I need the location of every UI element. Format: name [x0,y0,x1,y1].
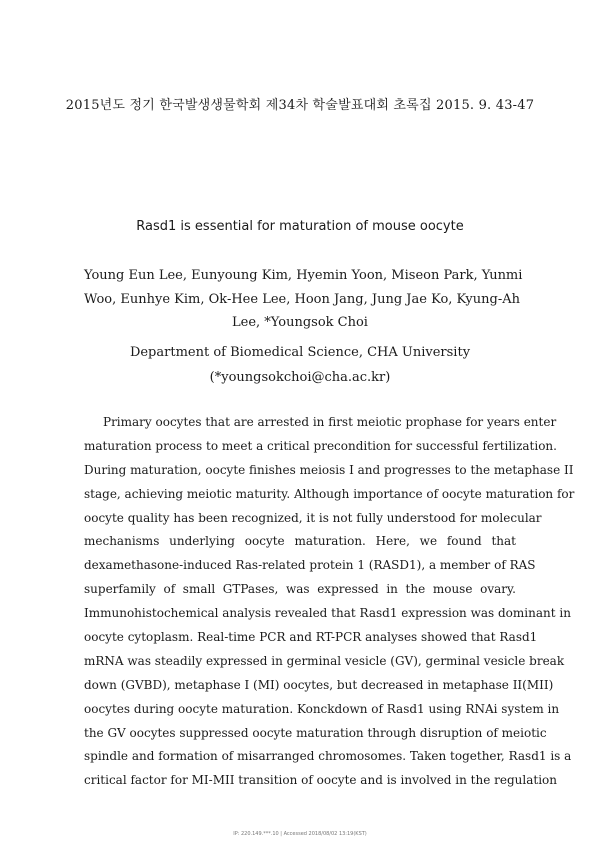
abstract-line: dexamethasone-induced Ras-related protein 1 (RASD1), a member of RAS [84,558,536,573]
corresponding-email: (*youngsokchoi@cha.ac.kr) [209,370,391,385]
abstract-line: maturation process to meet a critical precondition for successful fertilization. [84,438,557,453]
author-line: Young Eun Lee, Eunyoung Kim, Hyemin Yoon, Miseon Park, Yunmi [84,268,523,283]
abstract-line: the GV oocytes suppressed oocyte maturation through disruption of meiotic [84,725,547,740]
abstract-line: oocytes during oocyte maturation. Konckdown of Rasd1 using RNAi system in [84,701,560,716]
abstract-line: Immunohistochemical analysis revealed that Rasd1 expression was dominant in [84,606,571,621]
abstract-line: critical factor for MI-MII transition of oocyte and is involved in the regulation [84,773,557,788]
abstract-line: stage, achieving meiotic maturity. Although importance of oocyte maturation for [84,486,575,501]
abstract-line: spindle and formation of misarranged chromosomes. Taken together, Rasd1 is a [84,749,572,764]
abstract-line: During maturation, oocyte finishes meiosis I and progresses to the metaphase II [84,462,574,477]
abstract-line: Primary oocytes that are arrested in first meiotic prophase for years enter [103,415,557,429]
abstract-line: mechanisms underlying oocyte maturation. Here, we found that [84,534,516,549]
abstract-line: oocyte cytoplasm. Real-time PCR and RT-PCR analyses showed that Rasd1 [84,630,538,645]
journal-header: 2015년도 정기 한국발생생물학회 제34차 학술발표대회 초록집 2015. 9. 43-47 [65,98,535,113]
abstract-line: down (GVBD), metaphase I (MI) oocytes, but decreased in metaphase II(MII) [84,677,554,692]
abstract-body [84,411,575,793]
access-footer: IP: 220.149.***.10 | Accessed 2018/08/02 13:19(KST) [233,831,367,837]
paper-title: Rasd1 is essential for maturation of mouse oocyte [136,219,464,234]
author-line: Woo, Eunhye Kim, Ok-Hee Lee, Hoon Jang, Jung Jae Ko, Kyung-Ah [84,291,520,307]
author-list [84,264,523,335]
affiliation: Department of Biomedical Science, CHA University [129,345,471,360]
abstract-line: oocyte quality has been recognized, it is not fully understood for molecular [84,510,542,525]
abstract-line: mRNA was steadily expressed in germinal vesicle (GV), germinal vesicle break [84,653,565,668]
abstract-line: superfamily of small GTPases, was expressed in the mouse ovary. [84,582,516,597]
author-line: Lee, *Youngsok Choi [232,315,368,330]
